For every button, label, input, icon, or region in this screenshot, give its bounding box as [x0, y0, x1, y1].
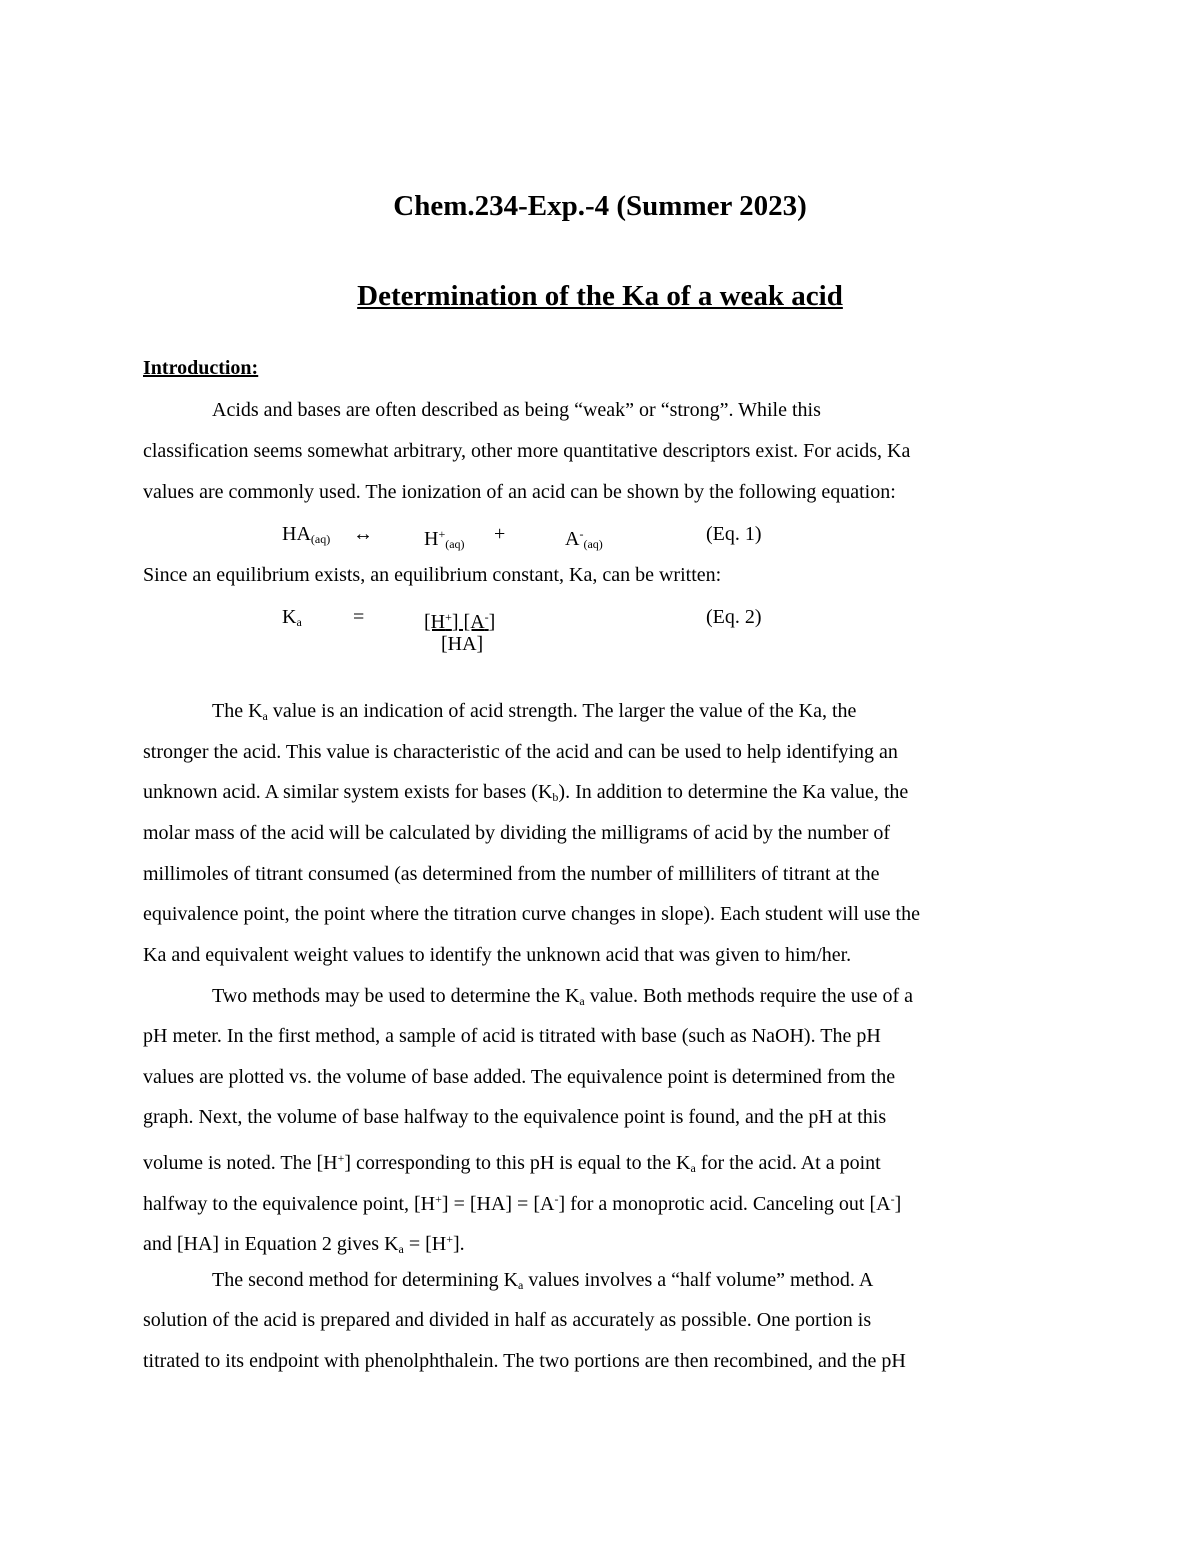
para2-line7: Ka and equivalent weight values to identify the unknown acid that was given to him/her. — [143, 944, 852, 966]
para3-line7: and [HA] in Equation 2 gives $K_a = [H^+]$. — [143, 1232, 465, 1256]
eq1-ha: $HA_{(aq)}$ — [282, 523, 331, 546]
para4-line2: solution of the acid is prepared and divided in half as accurately as possible. One portion is — [143, 1309, 872, 1331]
para3-line5: volume is noted. The [H+] corresponding to this pH is equal to the $K_a$ for the acid. At a point — [143, 1151, 881, 1175]
eq2-label: (Eq. 2) — [706, 606, 762, 628]
para2-line5: millimoles of titrant consumed (as determined from the number of milliliters of titrant at the — [143, 863, 880, 885]
document-subtitle: Determination of the Ka of a weak acid — [357, 280, 843, 312]
para3-line6: halfway to the equivalence point, [H+] = [HA] = [A-] for a monoprotic acid. Canceling out [A-] — [143, 1192, 902, 1215]
eq2-denominator: [HA] — [441, 633, 484, 655]
para2-line2: stronger the acid. This value is characteristic of the acid and can be used to help identifying an — [143, 741, 898, 763]
eq1-arrow: ↔ — [353, 523, 373, 545]
eq2-numerator: [H+] [A-] — [424, 610, 496, 633]
document-title: Chem.234-Exp.-4 (Summer 2023) — [393, 190, 807, 222]
para3-line3: values are plotted vs. the volume of base added. The equivalence point is determined from the — [143, 1066, 896, 1088]
para4-line3: titrated to its endpoint with phenolphthalein. The two portions are then recombined, and the pH — [143, 1350, 906, 1372]
para2-line3: unknown acid. A similar system exists for bases $(K_b)$. In addition to determine the Ka value, the — [143, 781, 909, 804]
para4-line1: The second method for determining $K_a$ values involves a “half volume” method. A — [212, 1269, 874, 1292]
eq1-plus: + — [494, 523, 506, 545]
eq1-label: (Eq. 1) — [706, 523, 762, 545]
para1-line3: values are commonly used. The ionization of an acid can be shown by the following equation: — [143, 481, 896, 503]
eq1-a: $A^-_{(aq)}$ — [565, 527, 603, 551]
para1-line2: classification seems somewhat arbitrary, other more quantitative descriptors exist. For acids, Ka — [143, 440, 911, 462]
para2-line6: equivalence point, the point where the titration curve changes in slope). Each student will use the — [143, 903, 920, 925]
para3-line1: Two methods may be used to determine the $K_a$ value. Both methods require the use of a — [212, 985, 913, 1008]
para2-line4: molar mass of the acid will be calculated by dividing the milligrams of acid by the number of — [143, 822, 891, 844]
intro-heading: Introduction: — [143, 357, 259, 379]
para3-line4: graph. Next, the volume of base halfway to the equivalence point is found, and the pH at this — [143, 1106, 887, 1128]
eq1-h: $H^+_{(aq)}$ — [424, 527, 465, 551]
eq-intro: Since an equilibrium exists, an equilibrium constant, Ka, can be written: — [143, 564, 722, 586]
para3-line2: pH meter. In the first method, a sample of acid is titrated with base (such as NaOH). The pH — [143, 1025, 881, 1047]
para1-line1: Acids and bases are often described as being “weak” or “strong”. While this — [212, 399, 821, 421]
eq2-equals: = — [353, 606, 365, 628]
eq2-k: $K_a$ — [282, 606, 302, 629]
para2-line1: The $K_a$ value is an indication of acid strength. The larger the value of the Ka, the — [212, 700, 857, 723]
